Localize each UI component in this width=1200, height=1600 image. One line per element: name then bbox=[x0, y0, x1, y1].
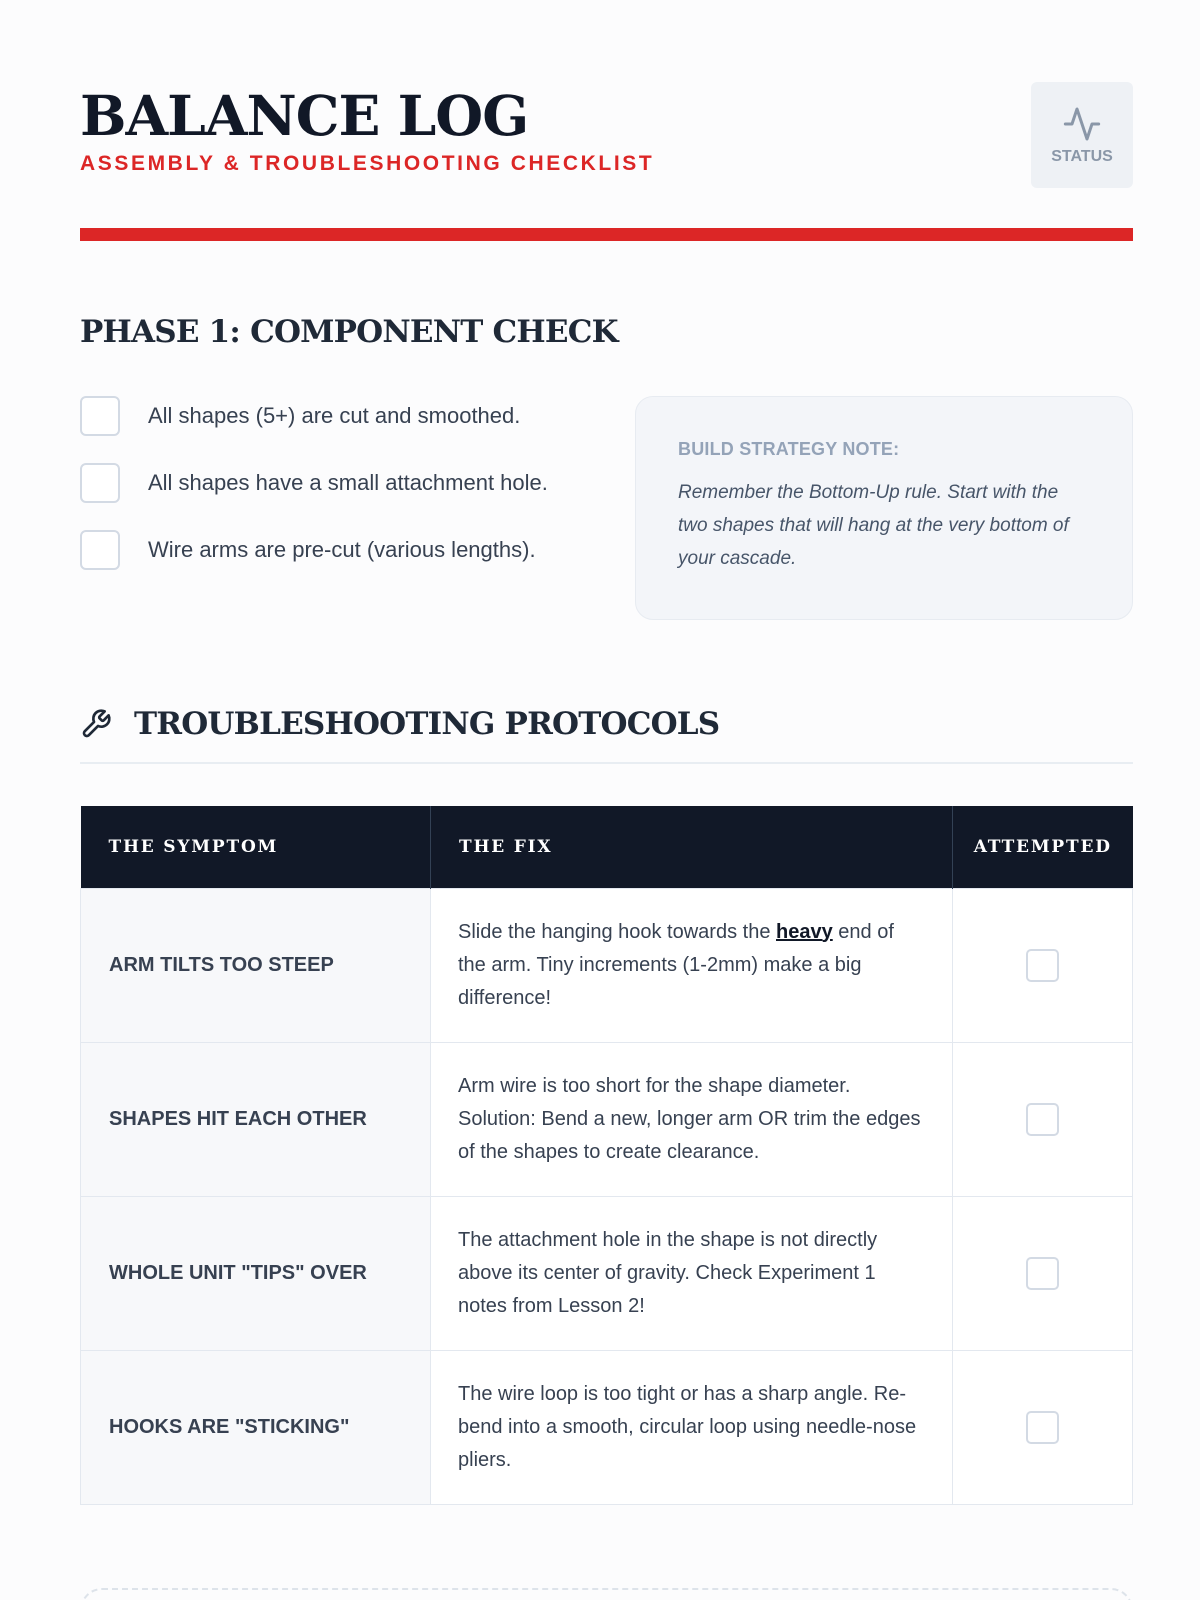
activity-pulse-icon bbox=[1062, 104, 1102, 144]
fix-cell: Arm wire is too short for the shape diameter. Solution: Bend a new, longer arm OR trim the edges of the shapes to create clearance. bbox=[431, 1042, 953, 1196]
checklist-item-label: Wire arms are pre-cut (various lengths). bbox=[148, 537, 536, 562]
checklist-item[interactable] bbox=[80, 396, 600, 436]
checkbox[interactable] bbox=[80, 530, 120, 570]
attempted-checkbox[interactable] bbox=[1026, 1411, 1059, 1444]
checklist-item[interactable] bbox=[80, 530, 600, 570]
column-header-symptom: THE SYMPTOM bbox=[81, 806, 431, 888]
header-divider bbox=[80, 228, 1133, 241]
header bbox=[80, 82, 1133, 192]
phase-1-title: PHASE 1: COMPONENT CHECK bbox=[80, 314, 618, 350]
attempted-cell bbox=[953, 1042, 1133, 1196]
column-header-attempted: ATTEMPTED bbox=[953, 806, 1133, 888]
attempted-cell bbox=[953, 888, 1133, 1042]
fix-text: Slide the hanging hook towards the bbox=[458, 920, 776, 943]
troubleshooting-title: TROUBLESHOOTING PROTOCOLS bbox=[134, 706, 720, 742]
page-subtitle: ASSEMBLY & TROUBLESHOOTING CHECKLIST bbox=[80, 152, 655, 175]
note-label: BUILD STRATEGY NOTE: bbox=[678, 439, 900, 459]
symptom-cell: ARM TILTS TOO STEEP bbox=[81, 888, 431, 1042]
status-label: STATUS bbox=[1051, 148, 1113, 165]
table-row bbox=[81, 1042, 1133, 1196]
fix-emphasis: heavy bbox=[776, 920, 833, 943]
troubleshooting-header bbox=[80, 700, 1133, 764]
component-checklist bbox=[80, 396, 600, 597]
symptom-cell: HOOKS ARE "STICKING" bbox=[81, 1350, 431, 1504]
attempted-checkbox[interactable] bbox=[1026, 949, 1059, 982]
attempted-checkbox[interactable] bbox=[1026, 1103, 1059, 1136]
checklist-item-label: All shapes (5+) are cut and smoothed. bbox=[148, 403, 521, 428]
attempted-cell bbox=[953, 1196, 1133, 1350]
notes-area bbox=[80, 1588, 1133, 1600]
fix-cell: The wire loop is too tight or has a sharp angle. Re-bend into a smooth, circular loop using needle-nose pliers. bbox=[431, 1350, 953, 1504]
checkbox[interactable] bbox=[80, 463, 120, 503]
fix-cell bbox=[431, 888, 953, 1042]
attempted-cell bbox=[953, 1350, 1133, 1504]
column-header-fix: THE FIX bbox=[431, 806, 953, 888]
attempted-checkbox[interactable] bbox=[1026, 1257, 1059, 1290]
symptom-cell: WHOLE UNIT "TIPS" OVER bbox=[81, 1196, 431, 1350]
table-header-row bbox=[81, 806, 1133, 888]
wrench-icon bbox=[80, 708, 112, 745]
fix-cell: The attachment hole in the shape is not directly above its center of gravity. Check Experiment 1 notes from Lesson 2! bbox=[431, 1196, 953, 1350]
checklist-item[interactable] bbox=[80, 463, 600, 503]
troubleshooting-table bbox=[80, 806, 1133, 1505]
checkbox[interactable] bbox=[80, 396, 120, 436]
fix-text: end of the arm. Tiny increments (1-2mm) make a big difference! bbox=[458, 920, 894, 1009]
build-strategy-note bbox=[635, 396, 1133, 620]
status-button[interactable] bbox=[1031, 82, 1133, 188]
table-row bbox=[81, 1196, 1133, 1350]
checklist-item-label: All shapes have a small attachment hole. bbox=[148, 470, 548, 495]
table-row bbox=[81, 888, 1133, 1042]
note-text: Remember the Bottom-Up rule. Start with the two shapes that will hang at the very bottom of your cascade. bbox=[678, 482, 1069, 569]
page-title: BALANCE LOG bbox=[80, 83, 529, 148]
symptom-cell: SHAPES HIT EACH OTHER bbox=[81, 1042, 431, 1196]
table-row bbox=[81, 1350, 1133, 1504]
